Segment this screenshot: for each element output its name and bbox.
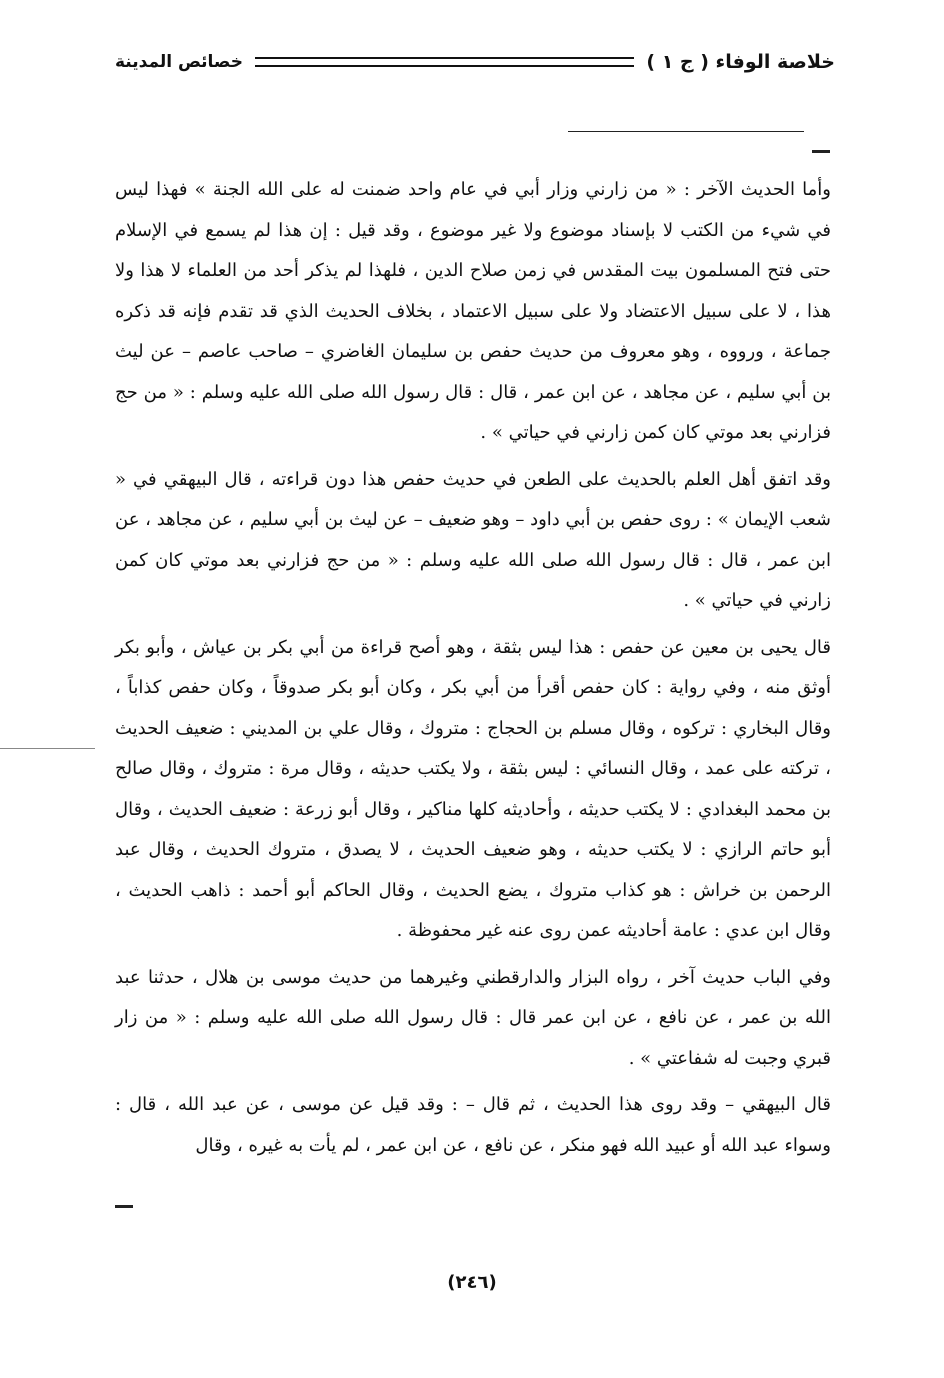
paragraph: وفي الباب حديث آخر ، رواه البزار والدارقطني وغيرهما من حديث موسى بن هلال ، حدثنا عبد الله بن عمر ، عن نافع ، عن ابن عمر قال : قال رسول الله صلى الله عليه وسلم : « من زار قبري وجبت له شفاعتي » . xyxy=(115,966,831,1069)
paragraph: وأما الحديث الآخر : « من زارني وزار أبي في عام واحد ضمنت له على الله الجنة » فهذا ليس في شيء من الكتب لا بإسناد موضوع ولا غير موضوع ، وقد قيل : إن هذا لم يسمع في الإسلام حتى فتح المسلمون بيت المقدس في زمن صلاح الدين ، فلهذا لم يذكر أحد من العلماء لا هذا ولا هذا ، لا على سبيل الاعتضاد ولا على سبيل الاعتماد ، بخلاف الحديث الذي قد تقدم فإنه قد ذكره جماعة ، ورووه ، وهو معروف من حديث حفص بن سليمان الغاضري – صاحب عاصم – عن ليث بن أبي سليم ، عن مجاهد ، عن ابن عمر ، قال : قال رسول الله صلى الله عليه وسلم : « من حج فزارني بعد موتي كان كمن زارني في حياتي » . xyxy=(115,179,831,443)
book-title: خلاصة الوفاء ( ج ١ ) xyxy=(646,51,835,73)
chapter-title: خصائص المدينة xyxy=(115,52,243,72)
paragraph: قال البيهقي – وقد روى هذا الحديث ، ثم قال – : وقد قيل عن موسى ، عن عبد الله ، قال : وسواء عبد الله أو عبيد الله فهو منكر ، عن نافع ، عن ابن عمر ، لم يأت به غيره ، وقال xyxy=(115,1094,831,1156)
separator-line xyxy=(568,131,804,132)
page-body xyxy=(115,170,831,1172)
top-dash-mark xyxy=(812,150,830,153)
page-number: (٢٤٦) xyxy=(447,1272,497,1293)
page-header xyxy=(115,42,835,82)
header-rule xyxy=(255,57,634,67)
paragraph: وقد اتفق أهل العلم بالحديث على الطعن في حديث حفص هذا دون قراءته ، قال البيهقي في « شعب الإيمان » : روى حفص بن أبي داود – وهو ضعيف – عن ليث بن أبي سليم ، عن مجاهد ، عن ابن عمر ، قال : قال رسول الله صلى الله عليه وسلم : « من حج فزارني بعد موتي كان كمن زارني في حياتي » . xyxy=(115,468,831,611)
bottom-dash-mark xyxy=(115,1205,133,1208)
margin-mark xyxy=(0,748,95,749)
paragraph: قال يحيى بن معين عن حفص : هذا ليس بثقة ، وهو أصح قراءة من أبي بكر بن عياش ، وأبو بكر أوثق منه ، وفي رواية : كان حفص أقرأ من أبي بكر ، وكان أبو بكر صدوقاً ، وكان حفص كذاباً ، وقال البخاري : تركوه ، وقال مسلم بن الحجاج : متروك ، وقال علي بن المديني : ضعيف الحديث ، تركته على عمد ، وقال النسائي : ليس بثقة ، ولا يكتب حديثه ، وقال مرة : متروك ، وقال صالح بن محمد البغدادي : لا يكتب حديثه ، وأحاديثه كلها مناكير ، وقال أبو زرعة : ضعيف الحديث ، وقال أبو حاتم الرازي : لا يكتب حديثه ، وهو ضعيف الحديث ، لا يصدق ، متروك الحديث ، وقال عبد الرحمن بن خراش : هو كذاب متروك ، يضع الحديث ، وقال الحاكم أبو أحمد : ذاهب الحديث ، وقال ابن عدي : عامة أحاديثه عمن روى عنه غير محفوظة . xyxy=(115,636,831,941)
